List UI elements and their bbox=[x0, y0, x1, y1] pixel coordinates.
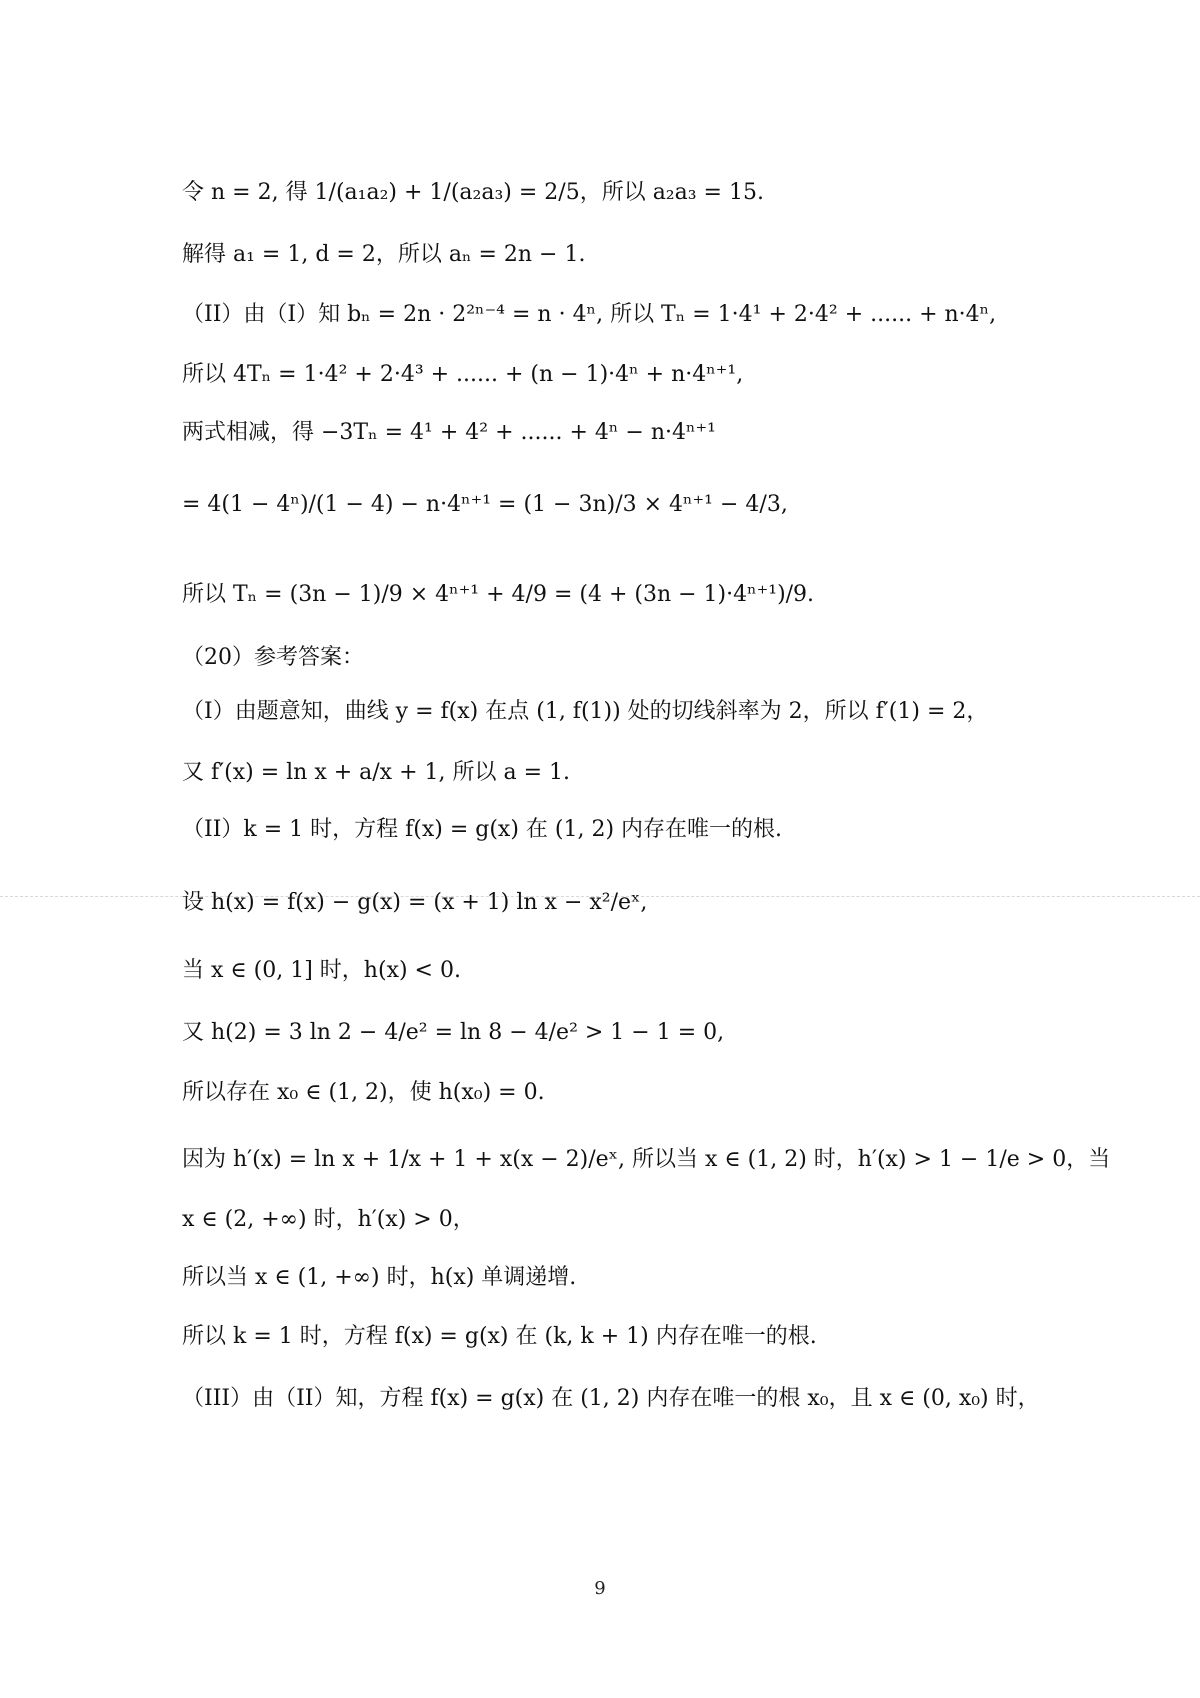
section-heading: （20）参考答案： bbox=[182, 645, 364, 670]
text-line: 令 n = 2, 得 1/(a₁a₂) + 1/(a₂a₃) = 2/5，所以 a₂a₃ = 15. bbox=[182, 180, 764, 205]
text-line: 解得 a₁ = 1, d = 2，所以 aₙ = 2n − 1. bbox=[182, 242, 586, 267]
text-line: 因为 h′(x) = ln x + 1/x + 1 + x(x − 2)/eˣ, 所以当 x ∈ (1, 2) 时，h′(x) > 1 − 1/e > 0，当 bbox=[182, 1147, 1111, 1172]
text-line: x ∈ (2, +∞) 时，h′(x) > 0， bbox=[182, 1207, 475, 1232]
text-line: （I）由题意知，曲线 y = f(x) 在点 (1, f(1)) 处的切线斜率为 2，所以 f′(1) = 2， bbox=[182, 699, 989, 724]
text-line: （II）由（I）知 bₙ = 2n · 2²ⁿ⁻⁴ = n · 4ⁿ, 所以 Tₙ = 1·4¹ + 2·4² + ...... + n·4ⁿ, bbox=[182, 302, 997, 327]
text-line: （II）k = 1 时，方程 f(x) = g(x) 在 (1, 2) 内存在唯一的根. bbox=[182, 817, 783, 842]
text-line: 又 f′(x) = ln x + a/x + 1, 所以 a = 1. bbox=[182, 760, 571, 785]
page-number: 9 bbox=[594, 1578, 606, 1599]
text-line: 又 h(2) = 3 ln 2 − 4/e² = ln 8 − 4/e² > 1 − 1 = 0, bbox=[182, 1020, 725, 1045]
text-line: 当 x ∈ (0, 1] 时，h(x) < 0. bbox=[182, 958, 461, 983]
text-line: 两式相减，得 −3Tₙ = 4¹ + 4² + ...... + 4ⁿ − n·4ⁿ⁺¹ bbox=[182, 420, 716, 445]
text-line: = 4(1 − 4ⁿ)/(1 − 4) − n·4ⁿ⁺¹ = (1 − 3n)/3 × 4ⁿ⁺¹ − 4/3, bbox=[182, 492, 788, 517]
text-line: 所以 k = 1 时，方程 f(x) = g(x) 在 (k, k + 1) 内存在唯一的根. bbox=[182, 1324, 817, 1349]
text-line: 所以 4Tₙ = 1·4² + 2·4³ + ...... + (n − 1)·4ⁿ + n·4ⁿ⁺¹, bbox=[182, 362, 744, 387]
text-line: （III）由（II）知，方程 f(x) = g(x) 在 (1, 2) 内存在唯一的根 x₀，且 x ∈ (0, x₀) 时， bbox=[182, 1386, 1040, 1411]
text-line: 设 h(x) = f(x) − g(x) = (x + 1) ln x − x²/eˣ, bbox=[182, 890, 648, 915]
text-line: 所以存在 x₀ ∈ (1, 2)，使 h(x₀) = 0. bbox=[182, 1080, 545, 1105]
text-line: 所以当 x ∈ (1, +∞) 时，h(x) 单调递增. bbox=[182, 1265, 577, 1290]
text-line: 所以 Tₙ = (3n − 1)/9 × 4ⁿ⁺¹ + 4/9 = (4 + (3n − 1)·4ⁿ⁺¹)/9. bbox=[182, 582, 815, 607]
